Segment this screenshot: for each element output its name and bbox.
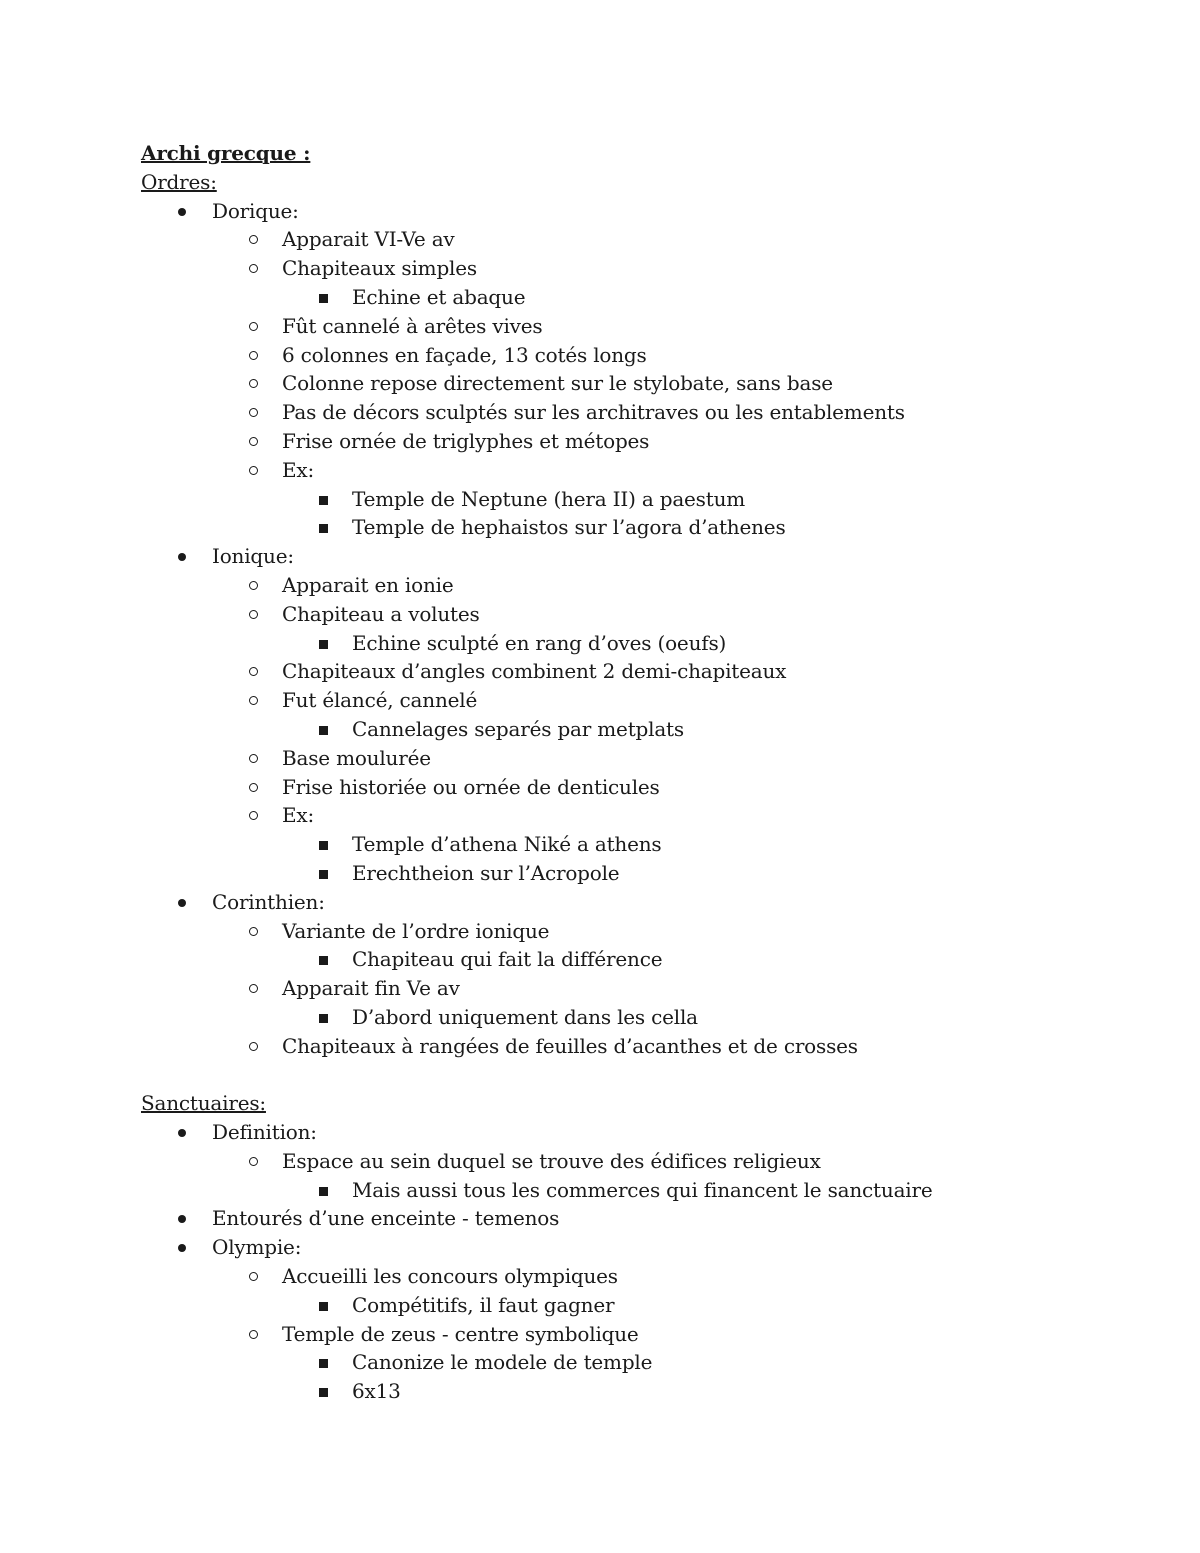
bullet-circle-icon bbox=[249, 466, 258, 475]
bullet-circle-icon bbox=[249, 754, 258, 763]
bullet-square-icon bbox=[319, 1014, 328, 1023]
bullet-circle-icon bbox=[249, 351, 258, 360]
list-item-level-2 bbox=[141, 312, 1101, 341]
list-item-text: Frise historiée ou ornée de denticules bbox=[282, 774, 660, 799]
list-item-level-3 bbox=[141, 859, 1101, 888]
list-item-level-2 bbox=[141, 1147, 1101, 1176]
bullet-disc-icon bbox=[178, 553, 186, 561]
list-item-text: Fut élancé, cannelé bbox=[282, 688, 478, 713]
list-item-level-2 bbox=[141, 254, 1101, 283]
list-item-level-2 bbox=[141, 600, 1101, 629]
list-item-level-2 bbox=[141, 1262, 1101, 1291]
list-item-level-1 bbox=[141, 1204, 1101, 1233]
document-body bbox=[141, 168, 1101, 1406]
list-item-text: Temple de hephaistos sur l’agora d’athenes bbox=[352, 515, 786, 540]
list-item-text: Frise ornée de triglyphes et métopes bbox=[282, 428, 650, 453]
list-item-level-3 bbox=[141, 1291, 1101, 1320]
bullet-disc-icon bbox=[178, 208, 186, 216]
list-item-text: Chapiteau qui fait la différence bbox=[352, 947, 663, 972]
list-item-text: Temple de zeus - centre symbolique bbox=[282, 1321, 639, 1346]
list-item-text: Chapiteau a volutes bbox=[282, 601, 480, 626]
bullet-circle-icon bbox=[249, 322, 258, 331]
list-item-text: Apparait en ionie bbox=[282, 572, 454, 597]
bullet-square-icon bbox=[319, 294, 328, 303]
bullet-disc-icon bbox=[178, 1244, 186, 1252]
list-item-text: Compétitifs, il faut gagner bbox=[352, 1292, 615, 1317]
bullet-square-icon bbox=[319, 726, 328, 735]
list-item-level-1 bbox=[141, 1233, 1101, 1262]
bullet-circle-icon bbox=[249, 667, 258, 676]
list-item-text: Corinthien: bbox=[212, 889, 325, 914]
list-item-level-2 bbox=[141, 398, 1101, 427]
list-item-text: Olympie: bbox=[212, 1235, 302, 1260]
list-item-text: Espace au sein duquel se trouve des édifices religieux bbox=[282, 1148, 821, 1173]
list-item-text: Apparait VI-Ve av bbox=[282, 227, 455, 252]
bullet-circle-icon bbox=[249, 696, 258, 705]
document-page bbox=[141, 139, 1101, 1406]
list-item-level-3 bbox=[141, 1348, 1101, 1377]
bullet-circle-icon bbox=[249, 235, 258, 244]
list-item-level-3 bbox=[141, 715, 1101, 744]
bullet-circle-icon bbox=[249, 927, 258, 936]
bullet-circle-icon bbox=[249, 581, 258, 590]
list-item-text: Erechtheion sur l’Acropole bbox=[352, 860, 620, 885]
section-spacer bbox=[141, 1061, 1101, 1090]
list-item-text: Chapiteaux d’angles combinent 2 demi-chapiteaux bbox=[282, 659, 787, 684]
list-item-level-3 bbox=[141, 485, 1101, 514]
list-item-level-2 bbox=[141, 571, 1101, 600]
list-item-level-2 bbox=[141, 801, 1101, 830]
bullet-square-icon bbox=[319, 956, 328, 965]
list-item-level-2 bbox=[141, 917, 1101, 946]
list-item-level-2 bbox=[141, 427, 1101, 456]
section-heading: Ordres: bbox=[141, 169, 217, 194]
list-item-level-2 bbox=[141, 657, 1101, 686]
list-item-level-3 bbox=[141, 513, 1101, 542]
bullet-square-icon bbox=[319, 1187, 328, 1196]
list-item-level-2 bbox=[141, 773, 1101, 802]
list-item-level-1 bbox=[141, 1118, 1101, 1147]
list-item-text: Fût cannelé à arêtes vives bbox=[282, 313, 543, 338]
list-item-level-2 bbox=[141, 744, 1101, 773]
bullet-square-icon bbox=[319, 640, 328, 649]
bullet-circle-icon bbox=[249, 1272, 258, 1281]
list-item-text: Ex: bbox=[282, 803, 315, 828]
list-item-text: Apparait fin Ve av bbox=[282, 976, 460, 1001]
list-item-text: Echine sculpté en rang d’oves (oeufs) bbox=[352, 630, 727, 655]
list-item-level-2 bbox=[141, 225, 1101, 254]
bullet-square-icon bbox=[319, 870, 328, 879]
list-item-level-3 bbox=[141, 830, 1101, 859]
bullet-circle-icon bbox=[249, 783, 258, 792]
list-item-level-3 bbox=[141, 1377, 1101, 1406]
bullet-square-icon bbox=[319, 1388, 328, 1397]
list-item-text: Ex: bbox=[282, 457, 315, 482]
list-item-text: Variante de l’ordre ionique bbox=[282, 918, 550, 943]
list-item-text: Chapiteaux simples bbox=[282, 256, 477, 281]
list-item-level-2 bbox=[141, 686, 1101, 715]
list-item-level-3 bbox=[141, 283, 1101, 312]
list-item-level-1 bbox=[141, 542, 1101, 571]
list-item-text: Cannelages separés par metplats bbox=[352, 716, 684, 741]
list-item-level-2 bbox=[141, 974, 1101, 1003]
list-item-text: 6 colonnes en façade, 13 cotés longs bbox=[282, 342, 647, 367]
list-item-text: Chapiteaux à rangées de feuilles d’acanthes et de crosses bbox=[282, 1033, 858, 1058]
list-item-text: 6x13 bbox=[352, 1379, 401, 1404]
bullet-square-icon bbox=[319, 1359, 328, 1368]
list-item-text: Canonize le modele de temple bbox=[352, 1350, 653, 1375]
list-item-level-2 bbox=[141, 369, 1101, 398]
list-item-level-2 bbox=[141, 456, 1101, 485]
list-item-level-1 bbox=[141, 197, 1101, 226]
bullet-circle-icon bbox=[249, 408, 258, 417]
bullet-disc-icon bbox=[178, 899, 186, 907]
list-item-level-2 bbox=[141, 1320, 1101, 1349]
list-item-level-2 bbox=[141, 1032, 1101, 1061]
list-item-text: Echine et abaque bbox=[352, 284, 526, 309]
bullet-square-icon bbox=[319, 841, 328, 850]
bullet-circle-icon bbox=[249, 264, 258, 273]
bullet-square-icon bbox=[319, 524, 328, 533]
bullet-circle-icon bbox=[249, 610, 258, 619]
section-heading: Sanctuaires: bbox=[141, 1091, 266, 1116]
bullet-square-icon bbox=[319, 496, 328, 505]
bullet-circle-icon bbox=[249, 437, 258, 446]
bullet-circle-icon bbox=[249, 1330, 258, 1339]
list-item-level-3 bbox=[141, 629, 1101, 658]
list-item-text: Temple de Neptune (hera II) a paestum bbox=[352, 486, 746, 511]
list-item-text: Dorique: bbox=[212, 198, 299, 223]
list-item-text: Base moulurée bbox=[282, 745, 431, 770]
bullet-disc-icon bbox=[178, 1215, 186, 1223]
list-item-text: Definition: bbox=[212, 1120, 317, 1145]
list-item-text: Pas de décors sculptés sur les architraves ou les entablements bbox=[282, 400, 905, 425]
list-item-level-2 bbox=[141, 341, 1101, 370]
list-item-text: D’abord uniquement dans les cella bbox=[352, 1004, 698, 1029]
bullet-circle-icon bbox=[249, 1157, 258, 1166]
list-item-level-3 bbox=[141, 945, 1101, 974]
list-item-text: Entourés d’une enceinte - temenos bbox=[212, 1206, 560, 1231]
list-item-text: Accueilli les concours olympiques bbox=[282, 1264, 618, 1289]
list-item-text: Mais aussi tous les commerces qui financent le sanctuaire bbox=[352, 1177, 933, 1202]
bullet-square-icon bbox=[319, 1302, 328, 1311]
list-item-level-3 bbox=[141, 1176, 1101, 1205]
bullet-circle-icon bbox=[249, 379, 258, 388]
bullet-disc-icon bbox=[178, 1129, 186, 1137]
list-item-text: Ionique: bbox=[212, 544, 294, 569]
list-item-level-3 bbox=[141, 1003, 1101, 1032]
document-title: Archi grecque : bbox=[141, 141, 311, 165]
list-item-level-1 bbox=[141, 888, 1101, 917]
list-item-text: Temple d’athena Niké a athens bbox=[352, 832, 662, 857]
bullet-circle-icon bbox=[249, 984, 258, 993]
list-item-text: Colonne repose directement sur le stylobate, sans base bbox=[282, 371, 833, 396]
bullet-circle-icon bbox=[249, 1042, 258, 1051]
bullet-circle-icon bbox=[249, 811, 258, 820]
